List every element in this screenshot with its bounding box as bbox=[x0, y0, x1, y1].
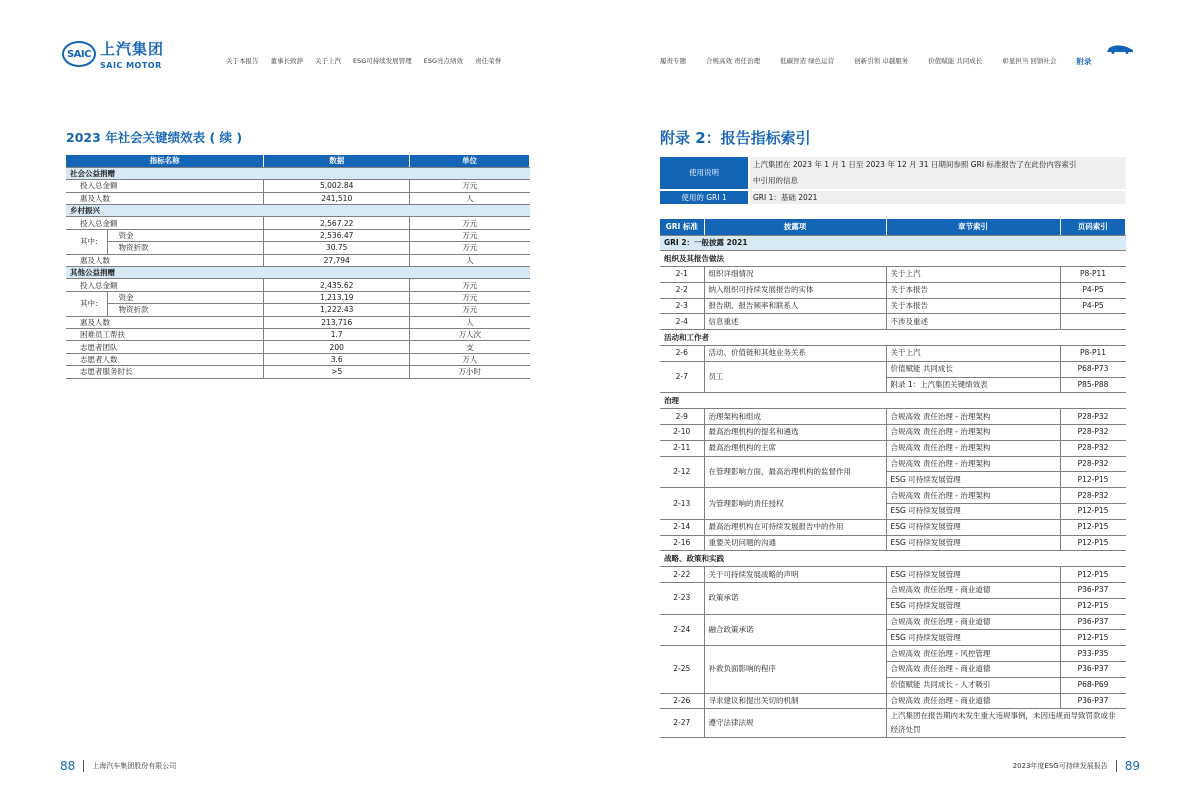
gri-code: 2-12 bbox=[660, 456, 704, 488]
gri-code: 2-24 bbox=[660, 614, 704, 646]
page-ref: P12-P15 bbox=[1060, 519, 1126, 535]
table-row bbox=[66, 341, 530, 353]
chapter-ref: 合规高效 责任治理 - 商业道德 bbox=[886, 614, 1060, 630]
chapter-ref: 合规高效 责任治理 - 风控管理 bbox=[886, 646, 1060, 662]
page-ref: P12-P15 bbox=[1060, 630, 1126, 646]
chapter-ref: 合规高效 责任治理 - 商业道德 bbox=[886, 583, 1060, 599]
nav-right bbox=[660, 56, 1091, 67]
gri-index-table bbox=[660, 219, 1126, 738]
column-header: 数据 bbox=[264, 155, 410, 167]
indicator-name: 困难员工帮扶 bbox=[66, 328, 264, 340]
chapter-ref: 关于本报告 bbox=[886, 282, 1060, 298]
indicator-value: 2,567.22 bbox=[264, 217, 410, 229]
page-ref: P28-P32 bbox=[1060, 488, 1126, 504]
chapter-ref: ESG 可持续发展管理 bbox=[886, 535, 1060, 551]
table-row bbox=[66, 192, 530, 204]
table-row bbox=[660, 346, 1126, 362]
gri-code: 2-14 bbox=[660, 519, 704, 535]
indicator-unit: 万元 bbox=[410, 180, 530, 192]
saic-logo-mark: SAIC bbox=[62, 41, 96, 67]
nav-item[interactable]: 董事长致辞 bbox=[270, 57, 303, 65]
chapter-ref: ESG 可持续发展管理 bbox=[886, 598, 1060, 614]
indicator-unit: 人 bbox=[410, 316, 530, 328]
chapter-ref: 合规高效 责任治理 - 商业道德 bbox=[886, 693, 1060, 709]
chapter-ref: 合规高效 责任治理 - 商业道德 bbox=[886, 662, 1060, 678]
indicator-unit: 人 bbox=[410, 192, 530, 204]
indicator-name: 资金 bbox=[108, 291, 264, 303]
column-header: 单位 bbox=[410, 155, 530, 167]
chapter-ref: ESG 可持续发展管理 bbox=[886, 567, 1060, 583]
table-row bbox=[660, 425, 1126, 441]
chapter-ref: ESG 可持续发展管理 bbox=[886, 504, 1060, 520]
page-ref: P28-P32 bbox=[1060, 409, 1126, 425]
nav-item[interactable]: 价值赋能 共同成长 bbox=[928, 57, 983, 65]
table-row bbox=[660, 583, 1126, 599]
gri2-title: GRI 2：一般披露 2021 bbox=[660, 235, 1126, 251]
table-row bbox=[66, 366, 530, 378]
indicator-unit: 万人 bbox=[410, 353, 530, 365]
footer-left bbox=[60, 759, 176, 773]
gri-code: 2-1 bbox=[660, 267, 704, 283]
disclosure-item: 寻求建议和提出关切的机制 bbox=[704, 693, 886, 709]
page-ref bbox=[1060, 314, 1126, 330]
page-ref: P68-P69 bbox=[1060, 677, 1126, 693]
left-page-title: 2023 年社会关键绩效表 ( 续 ) bbox=[66, 130, 243, 145]
chapter-ref: ESG 可持续发展管理 bbox=[886, 630, 1060, 646]
usage-label: 使用说明 bbox=[660, 157, 748, 189]
footer-right bbox=[1013, 759, 1140, 773]
column-header: 页码索引 bbox=[1060, 219, 1126, 235]
chapter-ref: 合规高效 责任治理 - 治理架构 bbox=[886, 456, 1060, 472]
indicator-value: 1,222.43 bbox=[264, 304, 410, 316]
section-row bbox=[660, 551, 1126, 567]
indicator-value: 5,002.84 bbox=[264, 180, 410, 192]
table-row bbox=[660, 409, 1126, 425]
page-ref: P12-P15 bbox=[1060, 567, 1126, 583]
table-row bbox=[660, 646, 1126, 662]
nav-item[interactable]: 彰显担当 回馈社会 bbox=[1002, 57, 1057, 65]
chapter-ref: 上汽集团在报告期内未发生重大违规事例，未因违规而导致罚款或非经济处罚 bbox=[886, 709, 1126, 738]
nav-left bbox=[226, 56, 501, 65]
nav-item[interactable]: 创新引领 卓越服务 bbox=[854, 57, 909, 65]
indicator-name: 物资折款 bbox=[108, 304, 264, 316]
nav-item[interactable]: ESG亮点绩效 bbox=[423, 57, 464, 65]
disclosure-item: 融合政策承诺 bbox=[704, 614, 886, 646]
report-name: 2023年度ESG可持续发展报告 bbox=[1012, 762, 1108, 770]
table-row bbox=[66, 242, 530, 254]
disclosure-item: 遵守法律法规 bbox=[704, 709, 886, 738]
qizhong-label: 其中: bbox=[66, 229, 108, 254]
page-ref: P85-P88 bbox=[1060, 377, 1126, 393]
table-row bbox=[660, 519, 1126, 535]
disclosure-item: 最高治理机构的提名和遴选 bbox=[704, 425, 886, 441]
table-row bbox=[66, 180, 530, 192]
nav-item[interactable]: ESG可持续发展管理 bbox=[353, 57, 412, 65]
gri-code: 2-4 bbox=[660, 314, 704, 330]
disclosure-item: 最高治理机构的主席 bbox=[704, 440, 886, 456]
column-header: GRI 标准 bbox=[660, 219, 704, 235]
disclosure-item: 重要关切问题的沟通 bbox=[704, 535, 886, 551]
disclosure-item: 关于可持续发展战略的声明 bbox=[704, 567, 886, 583]
nav-item[interactable]: 责任荣誉 bbox=[475, 57, 502, 65]
table-row bbox=[660, 614, 1126, 630]
gri-code: 2-6 bbox=[660, 346, 704, 362]
page-ref: P68-P73 bbox=[1060, 361, 1126, 377]
logo-cn-text: 上汽集团 bbox=[100, 40, 165, 58]
table-row bbox=[660, 314, 1126, 330]
nav-item[interactable]: 关于上汽 bbox=[315, 57, 341, 65]
column-header: 章节索引 bbox=[886, 219, 1060, 235]
group-row bbox=[66, 267, 530, 279]
table-row bbox=[66, 229, 530, 241]
indicator-value: 2,536.47 bbox=[264, 229, 410, 241]
indicator-unit: 万元 bbox=[410, 291, 530, 303]
gri-code: 2-27 bbox=[660, 709, 704, 738]
disclosure-item: 活动、价值链和其他业务关系 bbox=[704, 346, 886, 362]
disclosure-item: 为管理影响的责任授权 bbox=[704, 488, 886, 520]
table-row bbox=[66, 217, 530, 229]
gri2-row bbox=[660, 235, 1126, 251]
chapter-ref: 不涉及重述 bbox=[886, 314, 1060, 330]
disclosure-item: 信息重述 bbox=[704, 314, 886, 330]
gri-code: 2-2 bbox=[660, 282, 704, 298]
nav-item[interactable]: 关于本报告 bbox=[226, 57, 259, 65]
chapter-ref: 关于本报告 bbox=[886, 298, 1060, 314]
disclosure-item: 员工 bbox=[704, 361, 886, 393]
indicator-name: 投入总金额 bbox=[66, 180, 264, 192]
page-ref: P28-P32 bbox=[1060, 425, 1126, 441]
indicator-name: 惠及人数 bbox=[66, 192, 264, 204]
chapter-ref: 合规高效 责任治理 - 治理架构 bbox=[886, 409, 1060, 425]
chapter-ref: ESG 可持续发展管理 bbox=[886, 519, 1060, 535]
group-title: 其他公益捐赠 bbox=[66, 267, 530, 279]
qizhong-label: 其中: bbox=[66, 291, 108, 316]
table-row bbox=[660, 267, 1126, 283]
section-row bbox=[660, 393, 1126, 409]
section-row bbox=[660, 330, 1126, 346]
gri-code: 2-10 bbox=[660, 425, 704, 441]
table-row bbox=[66, 316, 530, 328]
gri-code: 2-23 bbox=[660, 583, 704, 615]
gri-code: 2-25 bbox=[660, 646, 704, 693]
nav-item[interactable]: 履责专题 bbox=[660, 57, 686, 65]
indicator-name: 投入总金额 bbox=[66, 217, 264, 229]
chapter-ref: 合规高效 责任治理 - 治理架构 bbox=[886, 425, 1060, 441]
gri-code: 2-16 bbox=[660, 535, 704, 551]
indicator-name: 志愿者服务时长 bbox=[66, 366, 264, 378]
gri1-label: 使用的 GRI 1 bbox=[660, 191, 748, 204]
table-row bbox=[660, 298, 1126, 314]
disclosure-item: 治理架构和组成 bbox=[704, 409, 886, 425]
indicator-value: >5 bbox=[264, 366, 410, 378]
page-ref: P36-P37 bbox=[1060, 583, 1126, 599]
chapter-ref: 价值赋能 共同成长 bbox=[886, 361, 1060, 377]
group-title: 乡村振兴 bbox=[66, 205, 530, 217]
indicator-value: 3.6 bbox=[264, 353, 410, 365]
indicator-name: 志愿者人数 bbox=[66, 353, 264, 365]
indicator-name: 惠及人数 bbox=[66, 254, 264, 266]
footer-divider bbox=[1116, 760, 1117, 772]
section-title: 治理 bbox=[660, 393, 1126, 409]
indicator-unit: 万元 bbox=[410, 229, 530, 241]
table-row bbox=[66, 328, 530, 340]
usage-text-line2: 中引用的信息 bbox=[753, 176, 798, 185]
disclosure-item: 补救负面影响的程序 bbox=[704, 646, 886, 693]
nav-item[interactable]: 合规高效 责任治理 bbox=[706, 57, 761, 65]
indicator-value: 200 bbox=[264, 341, 410, 353]
page-ref: P8-P11 bbox=[1060, 267, 1126, 283]
chapter-ref: 合规高效 责任治理 - 治理架构 bbox=[886, 440, 1060, 456]
section-row bbox=[660, 251, 1126, 267]
page-ref: P8-P11 bbox=[1060, 346, 1126, 362]
indicator-unit: 万元 bbox=[410, 242, 530, 254]
table-row bbox=[660, 693, 1126, 709]
indicator-unit: 万元 bbox=[410, 217, 530, 229]
indicator-value: 1.7 bbox=[264, 328, 410, 340]
table-row bbox=[660, 709, 1126, 738]
indicator-name: 投入总金额 bbox=[66, 279, 264, 291]
table-row bbox=[660, 361, 1126, 377]
indicator-unit: 支 bbox=[410, 341, 530, 353]
page-ref: P4-P5 bbox=[1060, 282, 1126, 298]
gri-code: 2-7 bbox=[660, 361, 704, 393]
indicator-value: 2,435.62 bbox=[264, 279, 410, 291]
nav-item[interactable]: 低碳智造 绿色运营 bbox=[780, 57, 835, 65]
page-ref: P33-P35 bbox=[1060, 646, 1126, 662]
car-icon bbox=[1106, 44, 1134, 54]
section-title: 战略、政策和实践 bbox=[660, 551, 1126, 567]
footer-divider bbox=[83, 760, 84, 772]
disclosure-item: 政策承诺 bbox=[704, 583, 886, 615]
indicator-value: 1,213.19 bbox=[264, 291, 410, 303]
company-name: 上海汽车集团股份有限公司 bbox=[92, 762, 177, 770]
indicator-unit: 万元 bbox=[410, 304, 530, 316]
disclosure-item: 报告期、报告频率和联系人 bbox=[704, 298, 886, 314]
gri-code: 2-9 bbox=[660, 409, 704, 425]
chapter-ref: 价值赋能 共同成长 - 人才吸引 bbox=[886, 677, 1060, 693]
group-title: 社会公益捐赠 bbox=[66, 167, 530, 179]
disclosure-item: 在管理影响方面，最高治理机构的监督作用 bbox=[704, 456, 886, 488]
column-header: 披露项 bbox=[704, 219, 886, 235]
indicator-name: 惠及人数 bbox=[66, 316, 264, 328]
table-row bbox=[66, 279, 530, 291]
gri-code: 2-22 bbox=[660, 567, 704, 583]
usage-text bbox=[750, 157, 1126, 189]
indicator-name: 资金 bbox=[108, 229, 264, 241]
page-ref: P12-P15 bbox=[1060, 504, 1126, 520]
page-ref: P12-P15 bbox=[1060, 472, 1126, 488]
page-ref: P36-P37 bbox=[1060, 693, 1126, 709]
gri-code: 2-3 bbox=[660, 298, 704, 314]
chapter-ref: 合规高效 责任治理 - 治理架构 bbox=[886, 488, 1060, 504]
gri-code: 2-13 bbox=[660, 488, 704, 520]
page-ref: P36-P37 bbox=[1060, 614, 1126, 630]
disclosure-item: 组织详细情况 bbox=[704, 267, 886, 283]
indicator-unit: 万小时 bbox=[410, 366, 530, 378]
table-row bbox=[660, 456, 1126, 472]
table-row bbox=[66, 291, 530, 303]
disclosure-item: 纳入组织可持续发展报告的实体 bbox=[704, 282, 886, 298]
table-row bbox=[660, 488, 1126, 504]
chapter-ref: 附录 1：上汽集团关键绩效表 bbox=[886, 377, 1060, 393]
indicator-value: 241,510 bbox=[264, 192, 410, 204]
indicator-value: 27,794 bbox=[264, 254, 410, 266]
gri-code: 2-11 bbox=[660, 440, 704, 456]
chapter-ref: 关于上汽 bbox=[886, 346, 1060, 362]
table-row bbox=[660, 282, 1126, 298]
group-row bbox=[66, 205, 530, 217]
logo-en-text: SAIC MOTOR bbox=[100, 61, 162, 70]
group-row bbox=[66, 167, 530, 179]
indicator-name: 志愿者团队 bbox=[66, 341, 264, 353]
social-kpi-table bbox=[66, 155, 530, 379]
indicator-value: 213,716 bbox=[264, 316, 410, 328]
column-header: 指标名称 bbox=[66, 155, 264, 167]
page-ref: P28-P32 bbox=[1060, 440, 1126, 456]
page-number-left: 88 bbox=[60, 759, 76, 773]
page-number-right: 89 bbox=[1124, 759, 1140, 773]
table-row bbox=[660, 535, 1126, 551]
table-row bbox=[66, 254, 530, 266]
section-title: 活动和工作者 bbox=[660, 330, 1126, 346]
indicator-unit: 人 bbox=[410, 254, 530, 266]
gri-code: 2-26 bbox=[660, 693, 704, 709]
chapter-ref: ESG 可持续发展管理 bbox=[886, 472, 1060, 488]
disclosure-item: 最高治理机构在可持续发展报告中的作用 bbox=[704, 519, 886, 535]
indicator-unit: 万元 bbox=[410, 279, 530, 291]
page-ref: P36-P37 bbox=[1060, 662, 1126, 678]
table-row bbox=[66, 304, 530, 316]
right-page-title: 附录 2：报告指标索引 bbox=[660, 129, 811, 147]
table-row bbox=[660, 440, 1126, 456]
table-row bbox=[660, 567, 1126, 583]
indicator-name: 物资折款 bbox=[108, 242, 264, 254]
chapter-ref: 关于上汽 bbox=[886, 267, 1060, 283]
page-ref: P4-P5 bbox=[1060, 298, 1126, 314]
page-ref: P12-P15 bbox=[1060, 598, 1126, 614]
page-ref: P28-P32 bbox=[1060, 456, 1126, 472]
table-row bbox=[66, 353, 530, 365]
page-ref: P12-P15 bbox=[1060, 535, 1126, 551]
usage-text-line1: 上汽集团在 2023 年 1 月 1 日至 2023 年 12 月 31 日期间参照 GRI 标准报告了在此份内容索引 bbox=[753, 160, 1077, 169]
nav-item[interactable]: 附录 bbox=[1076, 57, 1092, 66]
gri1-value: GRI 1：基础 2021 bbox=[750, 191, 1126, 204]
section-title: 组织及其报告做法 bbox=[660, 251, 1126, 267]
indicator-unit: 万人次 bbox=[410, 328, 530, 340]
saic-logo[interactable] bbox=[62, 38, 182, 70]
indicator-value: 30.75 bbox=[264, 242, 410, 254]
